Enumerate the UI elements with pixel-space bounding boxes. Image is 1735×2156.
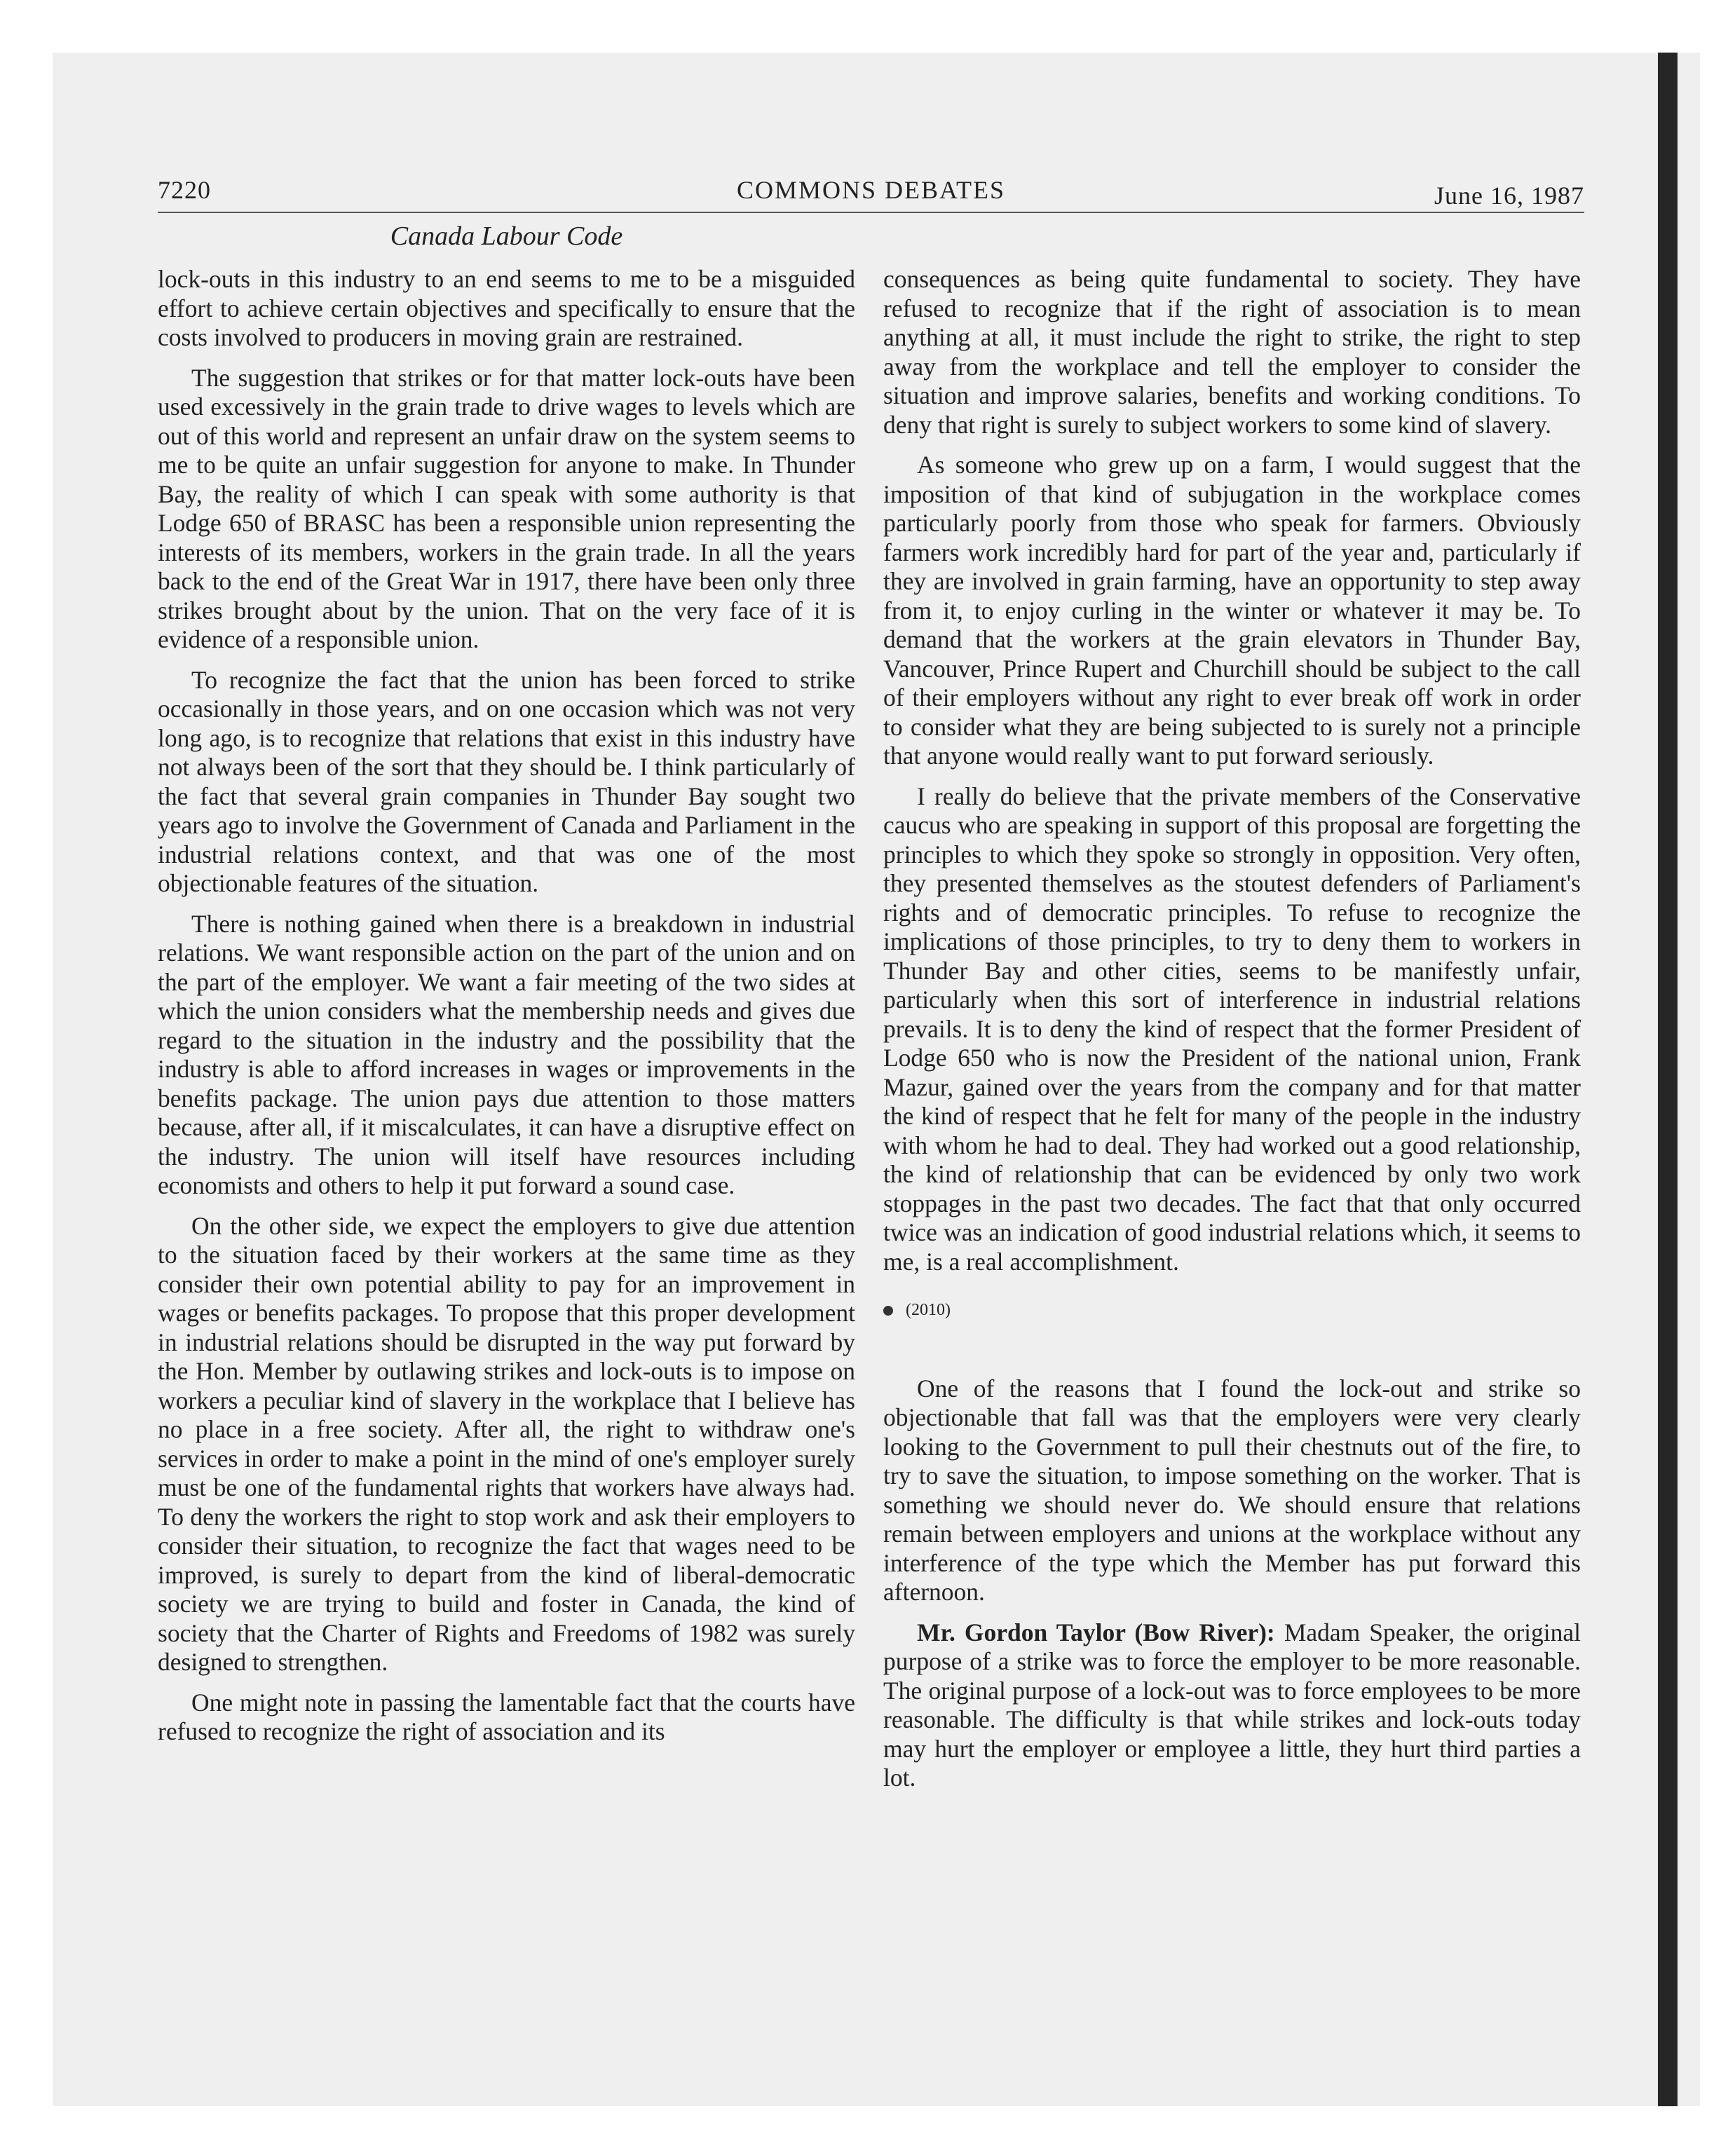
right-column bbox=[883, 265, 1581, 1804]
speaker-name: Mr. Gordon Taylor (Bow River): bbox=[917, 1618, 1275, 1646]
paragraph: lock-outs in this industry to an end seems to me to be a misguided effort to achieve certain objectives and specifically to ensure that the costs involved to producers in moving grain are restrained. bbox=[158, 265, 855, 351]
paragraph: On the other side, we expect the employers to give due attention to the situation faced by their workers at the same time as they consider their own potential ability to pay for an improvement in wages or benefits packages. To propose that this proper development in industrial relations should be disrupted in the way put forward by the Hon. Member by outlawing strikes and lock-outs is to impose on workers a peculiar kind of slavery in the workplace that I believe has no place in a free society. After all, the right to withdraw one's services in order to make a point in the mind of one's employer surely must be one of the fundamental rights that workers have always had. To deny the workers the right to stop work and ask their employers to consider their situation, to recognize the fact that wages need to be improved, is surely to depart from the kind of liberal-democratic society we are trying to build and foster in Canada, the kind of society that the Charter of Rights and Freedoms of 1982 was surely designed to strengthen. bbox=[158, 1211, 855, 1676]
speaker-text: Madam Speaker, the original purpose of a strike was to force the employer to be more reasonable. The original purpose of a lock-out was to force employees to be more reasonable. The difficulty is that while strikes and lock-outs today may hurt the employer or employee a little, they hurt third parties a lot. bbox=[883, 1618, 1581, 1792]
page-header bbox=[158, 168, 1584, 213]
time-marker-label: (2010) bbox=[906, 1301, 951, 1319]
left-column bbox=[158, 265, 855, 1758]
paragraph: The suggestion that strikes or for that matter lock-outs have been used excessively in the grain trade to drive wages to levels which are out of this world and represent an unfair draw on the system seems to me to be quite an unfair suggestion for anyone to make. In Thunder Bay, the reality of which I can speak with some authority is that Lodge 650 of BRASC has been a responsible union representing the interests of its members, workers in the grain trade. In all the years back to the end of the Great War in 1917, there have been only three strikes brought about by the union. That on the very face of it is evidence of a responsible union. bbox=[158, 363, 855, 653]
binding-edge bbox=[1658, 53, 1678, 2106]
speaker-paragraph bbox=[883, 1618, 1581, 1793]
paragraph: To recognize the fact that the union has been forced to strike occasionally in those years, and on one occasion which was not very long ago, is to recognize that relations that exist in this industry have not always been of the sort that they should be. I think particularly of the fact that several grain companies in Thunder Bay sought two years ago to involve the Government of Canada and Parliament in the industrial relations context, and that was one of the most objectionable features of the situation. bbox=[158, 665, 855, 897]
time-marker bbox=[883, 1296, 1581, 1325]
paragraph: One of the reasons that I found the lock-out and strike so objectionable that fall was that the employers were very clearly looking to the Government to pull their chestnuts out of the fire, to try to save the situation, to impose something on the worker. That is something we should never do. We should ensure that relations remain between employers and unions at the workplace without any interference of the type which the Member has put forward this afternoon. bbox=[883, 1374, 1581, 1606]
paragraph: I really do believe that the private members of the Conservative caucus who are speaking in support of this proposal are forgetting the principles to which they spoke so strongly in opposition. Very often, they presented themselves as the stoutest defenders of Parliament's rights and of democratic principles. To refuse to recognize the implications of those principles, to try to deny them to workers in Thunder Bay and other cities, seems to be manifestly unfair, particularly when this sort of interference in industrial relations prevails. It is to deny the kind of respect that the former President of Lodge 650 who is now the President of the national union, Frank Mazur, gained over the years from the company and for that matter the kind of respect that he felt for many of the people in the industry with whom he had to deal. They had worked out a good relationship, the kind of relationship that can be evidenced by only two work stoppages in the past two decades. The fact that that only occurred twice was an indication of good industrial relations which, it seems to me, is a real accomplishment. bbox=[883, 782, 1581, 1276]
page-number: 7220 bbox=[158, 176, 211, 204]
section-title: Canada Labour Code bbox=[390, 221, 623, 251]
paragraph: consequences as being quite fundamental to society. They have refused to recognize that if the right of association is to mean anything at all, it must include the right to strike, the right to step away from the workplace and tell the employer to consider the situation and improve salaries, benefits and working conditions. To deny that right is surely to subject workers to some kind of slavery. bbox=[883, 265, 1581, 439]
paragraph: One might note in passing the lamentable fact that the courts have refused to recognize the right of association and its bbox=[158, 1688, 855, 1745]
bullet-icon bbox=[883, 1306, 893, 1316]
publication-date: June 16, 1987 bbox=[1434, 182, 1584, 210]
publication-title: COMMONS DEBATES bbox=[736, 176, 1006, 204]
paragraph: There is nothing gained when there is a breakdown in industrial relations. We want responsible action on the part of the union and on the part of the employer. We want a fair meeting of the two sides at which the union considers what the membership needs and gives due regard to the situation in the industry and the possibility that the industry is able to afford increases in wages or improvements in the benefits package. The union pays due attention to those matters because, after all, if it miscalculates, it can have a disruptive effect on the industry. The union will itself have resources including economists and others to help it put forward a sound case. bbox=[158, 909, 855, 1199]
paragraph: As someone who grew up on a farm, I would suggest that the imposition of that kind of subjugation in the workplace comes particularly poorly from those who speak for farmers. Obviously farmers work incredibly hard for part of the year and, particularly if they are involved in grain farming, have an opportunity to step away from it, to enjoy curling in the winter or whatever it may be. To demand that the workers at the grain elevators in Thunder Bay, Vancouver, Prince Rupert and Churchill should be subject to the call of their employers without any right to ever break off work in order to consider what they are being subjected to is surely not a principle that anyone would really want to put forward seriously. bbox=[883, 451, 1581, 770]
